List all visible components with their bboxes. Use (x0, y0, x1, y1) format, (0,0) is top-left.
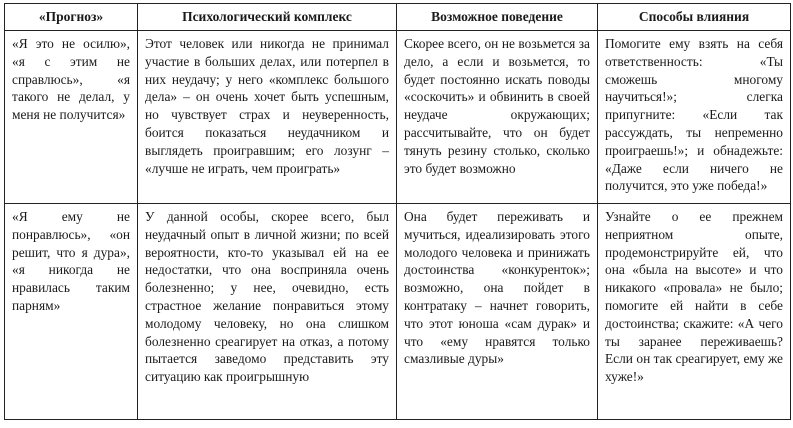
header-influence-methods: Способы влияния (598, 4, 791, 31)
cell-text: Помогите ему взять на себя ответственность: «Ты сможешь многому научиться!»; слегка припугните: «Если так рассуждать, ты непременно проиграешь!»; и обнадежьте: «Даже если ничего не получится, это уже победа!» (605, 36, 783, 194)
cell-text: Узнайте о ее прежнем неприятном опыте, продемонстрируйте ей, что она «была на высоте» и что никакого «провала» не было; помогите ей найти в себе достоинства; скажите: «А чего ты заранее переживаешь? Если он так среагирует, ему же хуже!» (605, 209, 783, 385)
cell-complex (138, 204, 397, 420)
cell-text: Скорее всего, он не возьмется за дело, а если и возьмется, то будет постоянно искать поводы «соскочить» и обвинить в своей неудаче окружающих; рассчитывайте, что он будет тянуть резину столько, сколько это будет возможно (404, 36, 590, 176)
header-forecast: «Прогноз» (5, 4, 138, 31)
cell-text: Она будет переживать и мучиться, идеализировать этого молодого человека и принижать достоинства «конкуренток»; возможно, она пойдет в контратаку – начнет говорить, что этот юноша «сам дурак» и что «ему нравятся только смазливые дуры» (404, 209, 590, 367)
table-header-row (5, 4, 791, 31)
cell-text: «Я это не осилю», «я с этим не справлюсь», «я такого не делал, у меня не получится» (12, 36, 130, 123)
header-psych-complex: Психологический комплекс (138, 4, 397, 31)
cell-text: У данной особы, скорее всего, был неудачный опыт в личной жизни; по всей вероятности, кто-то указывал ей на ее недостатки, что она восприняла очень болезненно; у нее, очевидно, есть страстное желание понравиться этому молодому человеку, но она слишком болезненно среагирует на отказ, а потому пытается заведомо представить эту ситуацию как проигрышную (145, 209, 389, 385)
cell-text: «Я ему не понравлюсь», «он решит, что я дура», «я никогда не нравилась таким парням» (12, 209, 130, 313)
cell-text: Этот человек или никогда не принимал участие в больших делах, или потерпел в них неудачу; у него «комплекс большого дела» – он очень хочет быть успешным, но чувствует страх и неуверенность, боится показаться неудачником и выглядеть проигравшим; его лозунг – «лучше не играть, чем проиграть» (145, 36, 389, 176)
cell-behavior (397, 204, 598, 420)
cell-influence (598, 204, 791, 420)
comparison-table (4, 3, 791, 420)
table-row (5, 204, 791, 420)
cell-behavior (397, 31, 598, 204)
cell-complex (138, 31, 397, 204)
table-row (5, 31, 791, 204)
header-possible-behavior: Возможное поведение (397, 4, 598, 31)
cell-forecast (5, 31, 138, 204)
cell-forecast (5, 204, 138, 420)
cell-influence (598, 31, 791, 204)
